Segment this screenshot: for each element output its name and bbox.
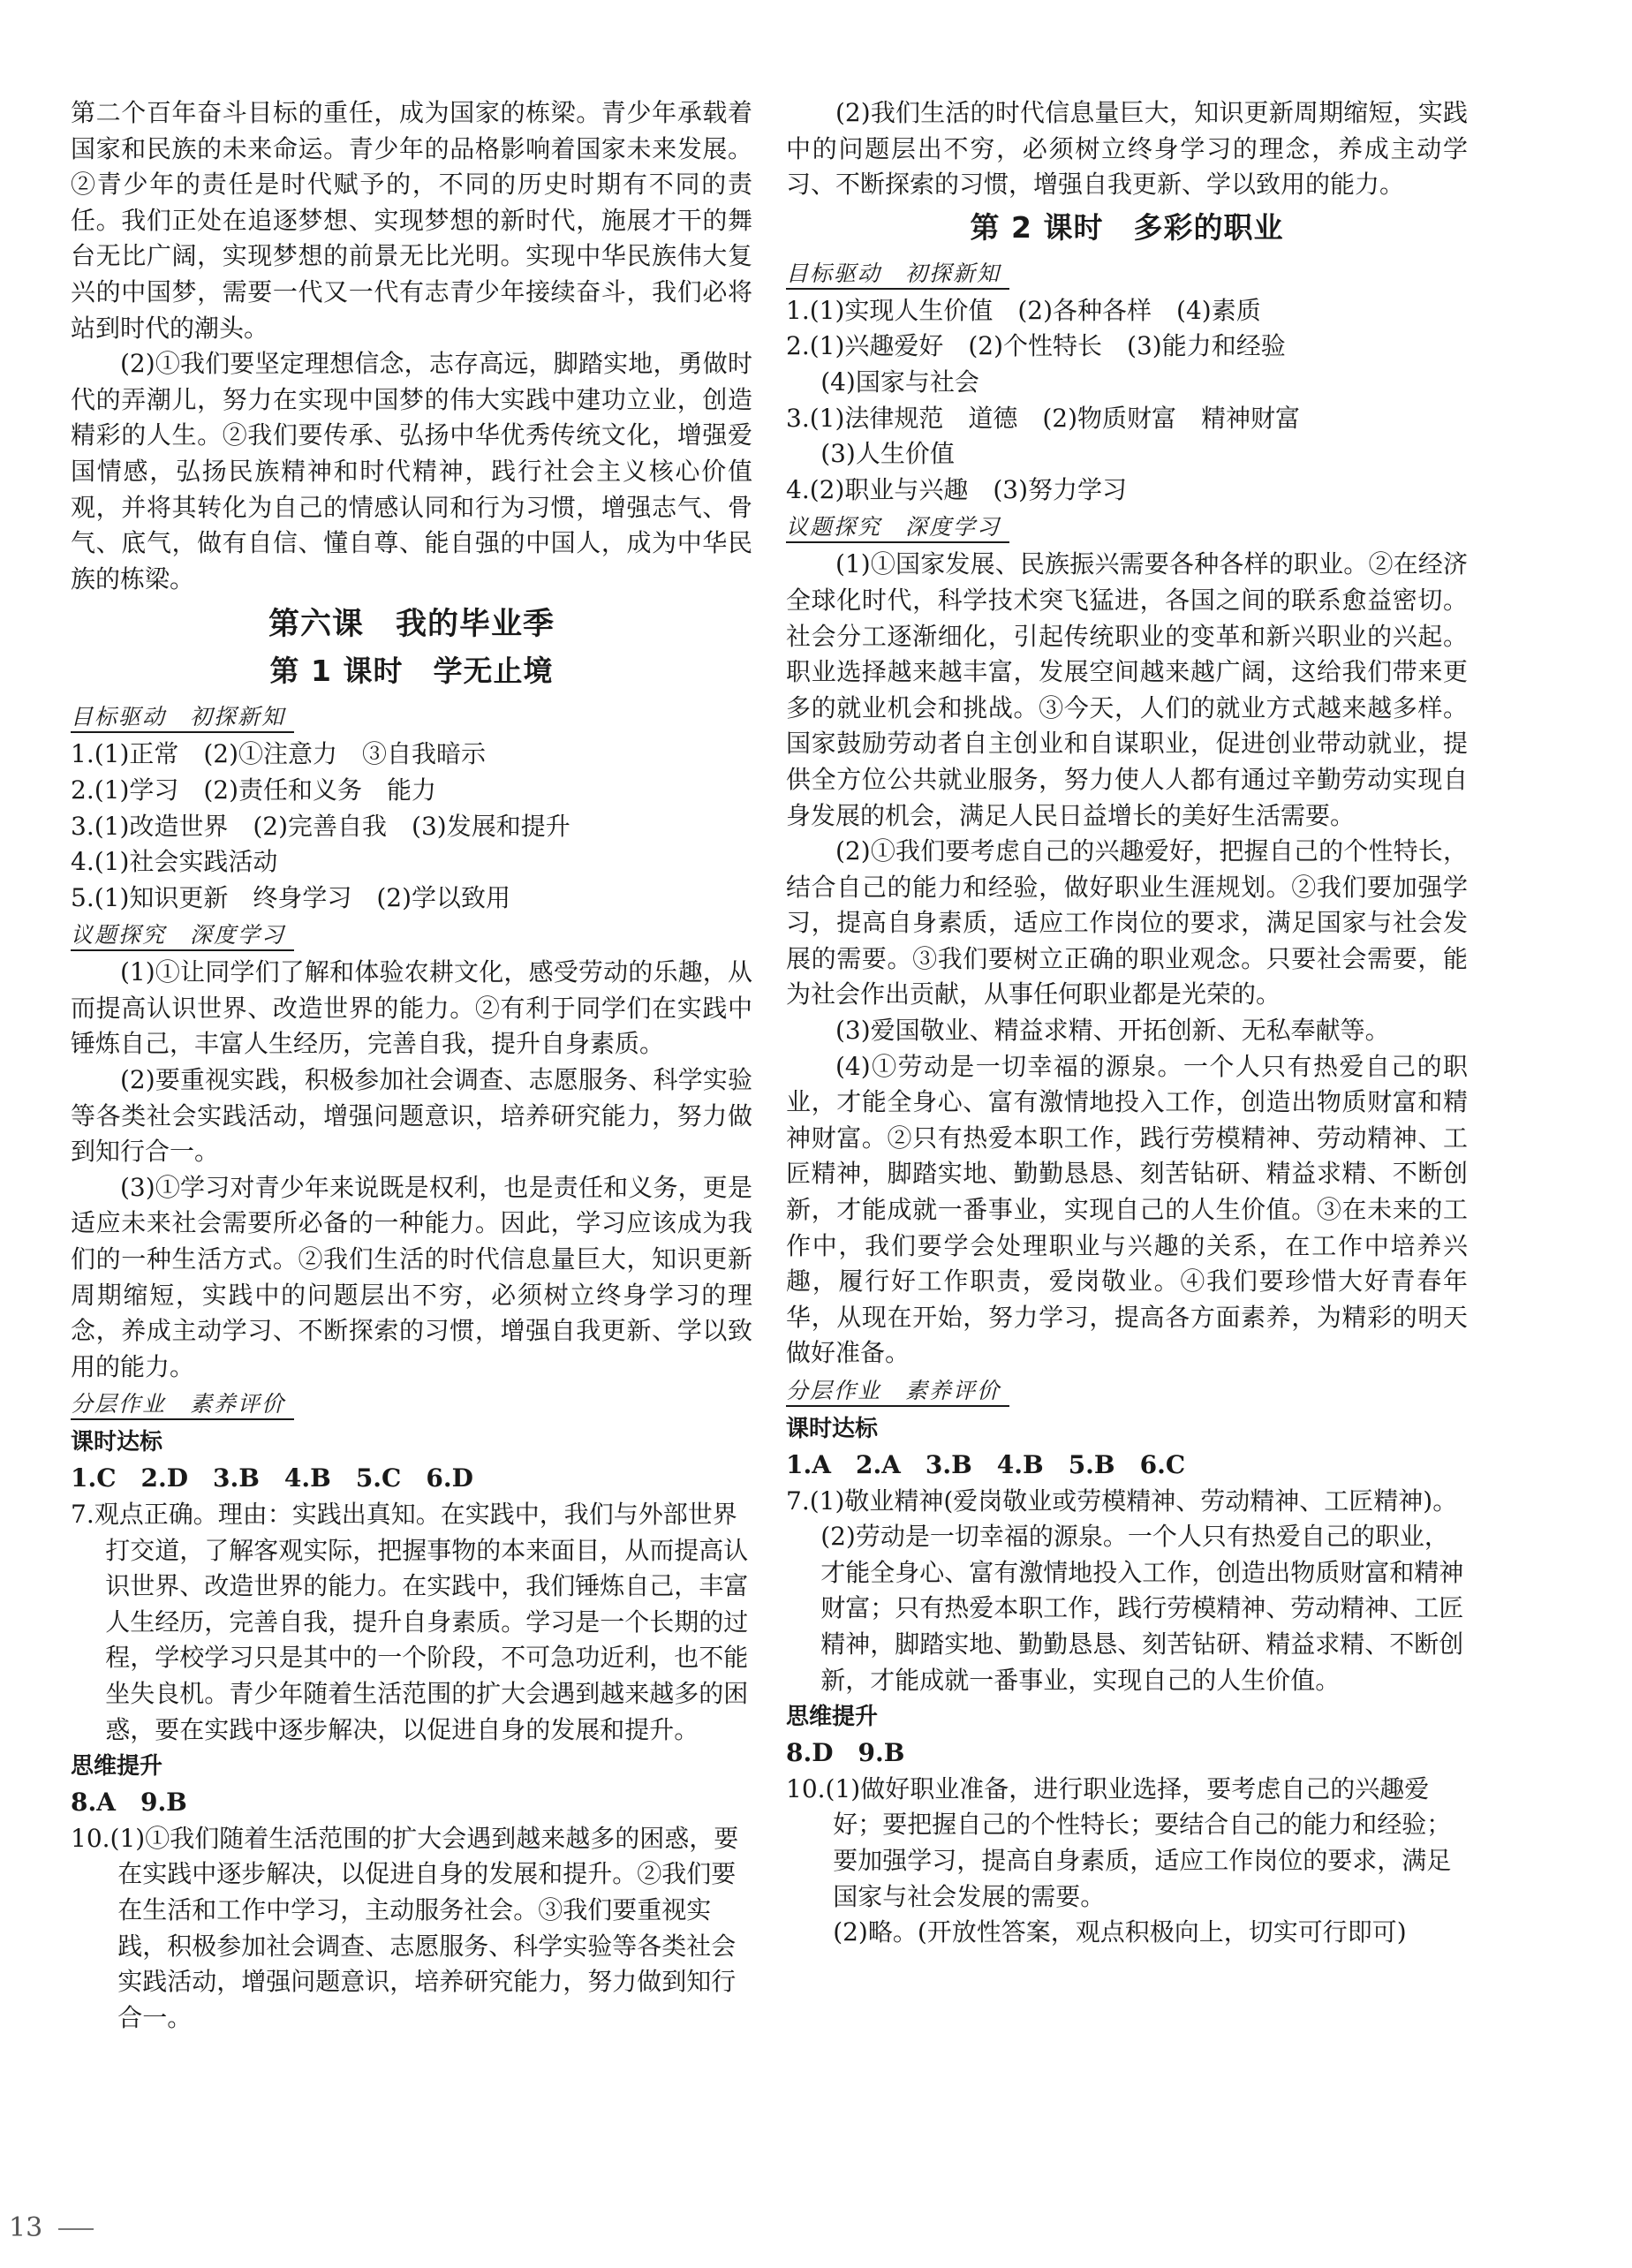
left-column [71, 95, 752, 2036]
page-number-text: 13 [9, 2212, 43, 2243]
answer-item: 1.(1)正常 (2)①注意力 ③自我暗示 [71, 739, 487, 769]
answer-item: (4)国家与社会 [820, 367, 979, 397]
section-heading: 议题探究 深度学习 [786, 513, 1009, 543]
page-number-rule [58, 2228, 94, 2230]
answer-item: (3)人生价值 [820, 439, 955, 469]
paragraph: (1)①让同学们了解和体验农耕文化，感受劳动的乐趣，从而提高认识世界、改造世界的能力。②有利于同学们在实践中锤炼自己，丰富人生经历，完善自我，提升自身素质。 [71, 957, 752, 1059]
answer-item: 1.(1)实现人生价值 (2)各种各样 (4)素质 [786, 295, 1261, 325]
paragraph: (2)①我们要坚定理想信念，志存高远，脚踏实地，勇做时代的弄潮儿，努力在实现中国梦的伟大实践中建功立业，创造精彩的人生。②我们要传承、弘扬中华优秀传统文化，增强爱国情感，弘扬民族精神和时代精神，践行社会主义核心价值观，并将其转化为自己的情感认同和行为习惯，增强志气、骨气、底气，做有自信、懂自尊、能自强的中国人，成为中华民族的栋梁。 [71, 349, 752, 593]
answer-key: 8.D 9.B [786, 1738, 905, 1768]
section-heading: 目标驱动 初探新知 [786, 260, 1009, 290]
answer-key: 8.A 9.B [71, 1788, 187, 1818]
paragraph: 第二个百年奋斗目标的重任，成为国家的栋梁。青少年承载着国家和民族的未来命运。青少年的品格影响着国家未来发展。②青少年的责任是时代赋予的，不同的历史时期有不同的责任。我们正处在追逐梦想、实现梦想的新时代，施展才干的舞台无比广阔，实现梦想的前景无比光明。实现中华民族伟大复兴的中国梦，需要一代又一代有志青少年接续奋斗，我们必将站到时代的潮头。 [71, 98, 752, 343]
lesson-title: 第六课 我的毕业季 [268, 607, 555, 643]
section-heading: 分层作业 素养评价 [786, 1377, 1009, 1407]
answer-item: 3.(1)改造世界 (2)完善自我 (3)发展和提升 [71, 811, 570, 841]
paragraph: (1)①国家发展、民族振兴需要各种各样的职业。②在经济全球化时代，科学技术突飞猛进，各国之间的联系愈益密切。社会分工逐渐细化，引起传统职业的变革和新兴职业的兴起。职业选择越来越丰富，发展空间越来越广阔，这给我们带来更多的就业机会和挑战。③今天，人们的就业方式越来越多样。国家鼓励劳动者自主创业和自谋职业，促进创业带动就业，提供全方位公共就业服务，努力使人人都有通过辛勤劳动实现自身发展的机会，满足人民日益增长的美好生活需要。 [786, 549, 1468, 830]
paragraph: (2)我们生活的时代信息量巨大，知识更新周期缩短，实践中的问题层出不穷，必须树立终身学习的理念，养成主动学习、不断探索的习惯，增强自我更新、学以致用的能力。 [786, 98, 1468, 200]
right-column [786, 95, 1468, 1951]
paragraph: (3)①学习对青少年来说既是权利，也是责任和义务，更是适应未来社会需要所必备的一种能力。因此，学习应该成为我们的一种生活方式。②我们生活的时代信息量巨大，知识更新周期缩短，实践中的问题层出不穷，必须树立终身学习的理念，养成主动学习、不断探索的习惯，增强自我更新、学以致用的能力。 [71, 1172, 752, 1381]
answer-item: 7.(1)敬业精神(爱岗敬业或劳模精神、劳动精神、工匠精神)。 [786, 1486, 1458, 1516]
answer-item: 4.(1)社会实践活动 [71, 847, 278, 877]
answer-item: 2.(1)学习 (2)责任和义务 能力 [71, 775, 437, 805]
answer-item: 3.(1)法律规范 道德 (2)物质财富 精神财富 [786, 403, 1301, 433]
answer-item: 2.(1)兴趣爱好 (2)个性特长 (3)能力和经验 [786, 331, 1286, 361]
paragraph: (3)爱国敬业、精益求精、开拓创新、无私奉献等。 [835, 1016, 1390, 1046]
section-heading: 议题探究 深度学习 [71, 921, 294, 951]
answer-item: 5.(1)知识更新 终身学习 (2)学以致用 [71, 882, 511, 912]
section-heading: 分层作业 素养评价 [71, 1390, 294, 1420]
page-number [9, 2212, 94, 2243]
period-title: 第 1 课时 学无止境 [269, 654, 554, 689]
subsection-heading: 课时达标 [71, 1429, 163, 1456]
answer-item: 7.观点正确。理由：实践出真知。在实践中，我们与外部世界打交道，了解客观实际，把握事物的本来面目，从而提高认识世界、改造世界的能力。在实践中，我们锤炼自己，丰富人生经历，完善自我，提升自身素质。学习是一个长期的过程，学校学习只是其中的一个阶段，不可急功近利，也不能坐失良机。青少年随着生活范围的扩大会遇到越来越多的困惑，要在实践中逐步解决，以促进自身的发展和提升。 [71, 1500, 749, 1744]
subsection-heading: 思维提升 [71, 1753, 163, 1780]
answer-item: 4.(2)职业与兴趣 (3)努力学习 [786, 474, 1128, 504]
answer-item: (2)略。(开放性答案，观点积极向上，切实可行即可) [833, 1917, 1407, 1947]
paragraph: (4)①劳动是一切幸福的源泉。一个人只有热爱自己的职业，才能全身心、富有激情地投入工作，创造出物质财富和精神财富。②只有热爱本职工作，践行劳模精神、劳动精神、工匠精神，脚踏实地、勤勤恳恳、刻苦钻研、精益求精、不断创新，才能成就一番事业，实现自己的人生价值。③在未来的工作中，我们要学会处理职业与兴趣的关系，在工作中培养兴趣，履行好工作职责，爱岗敬业。④我们要珍惜大好青春年华，从现在开始，努力学习，提高各方面素养，为精彩的明天做好准备。 [786, 1051, 1468, 1368]
answer-item: (2)劳动是一切幸福的源泉。一个人只有热爱自己的职业，才能全身心、富有激情地投入工作，创造出物质财富和精神财富；只有热爱本职工作，践行劳模精神、劳动精神、工匠精神，脚踏实地、勤勤恳恳、刻苦钻研、精益求精、不断创新，才能成就一番事业，实现自己的人生价值。 [820, 1522, 1464, 1695]
paragraph: (2)要重视实践，积极参加社会调查、志愿服务、科学实验等各类社会实践活动，增强问题意识，培养研究能力，努力做到知行合一。 [71, 1065, 752, 1167]
answer-key: 1.C 2.D 3.B 4.B 5.C 6.D [71, 1463, 473, 1493]
answer-item: 10.(1)做好职业准备，进行职业选择，要考虑自己的兴趣爱好；要把握自己的个性特长；要结合自己的能力和经验；要加强学习，提高自身素质，适应工作岗位的要求，满足国家与社会发展的需要。 [786, 1773, 1452, 1911]
paragraph: (2)①我们要考虑自己的兴趣爱好，把握自己的个性特长，结合自己的能力和经验，做好职业生涯规划。②我们要加强学习，提高自身素质，适应工作岗位的要求，满足国家与社会发展的需要。③我们要树立正确的职业观念。只要社会需要，能为社会作出贡献，从事任何职业都是光荣的。 [786, 836, 1468, 1009]
section-heading: 目标驱动 初探新知 [71, 703, 294, 733]
answer-key: 1.A 2.A 3.B 4.B 5.B 6.C [786, 1450, 1186, 1479]
subsection-heading: 课时达标 [786, 1416, 879, 1442]
period-title: 第 2 课时 多彩的职业 [970, 209, 1284, 245]
subsection-heading: 思维提升 [786, 1704, 879, 1731]
answer-item: 10.(1)①我们随着生活范围的扩大会遇到越来越多的困惑，要在实践中逐步解决，以促进自身的发展和提升。②我们要在生活和工作中学习，主动服务社会。③我们要重视实践，积极参加社会调查、志愿服务、科学实验等各类社会实践活动，增强问题意识，培养研究能力，努力做到知行合一。 [71, 1823, 739, 2032]
